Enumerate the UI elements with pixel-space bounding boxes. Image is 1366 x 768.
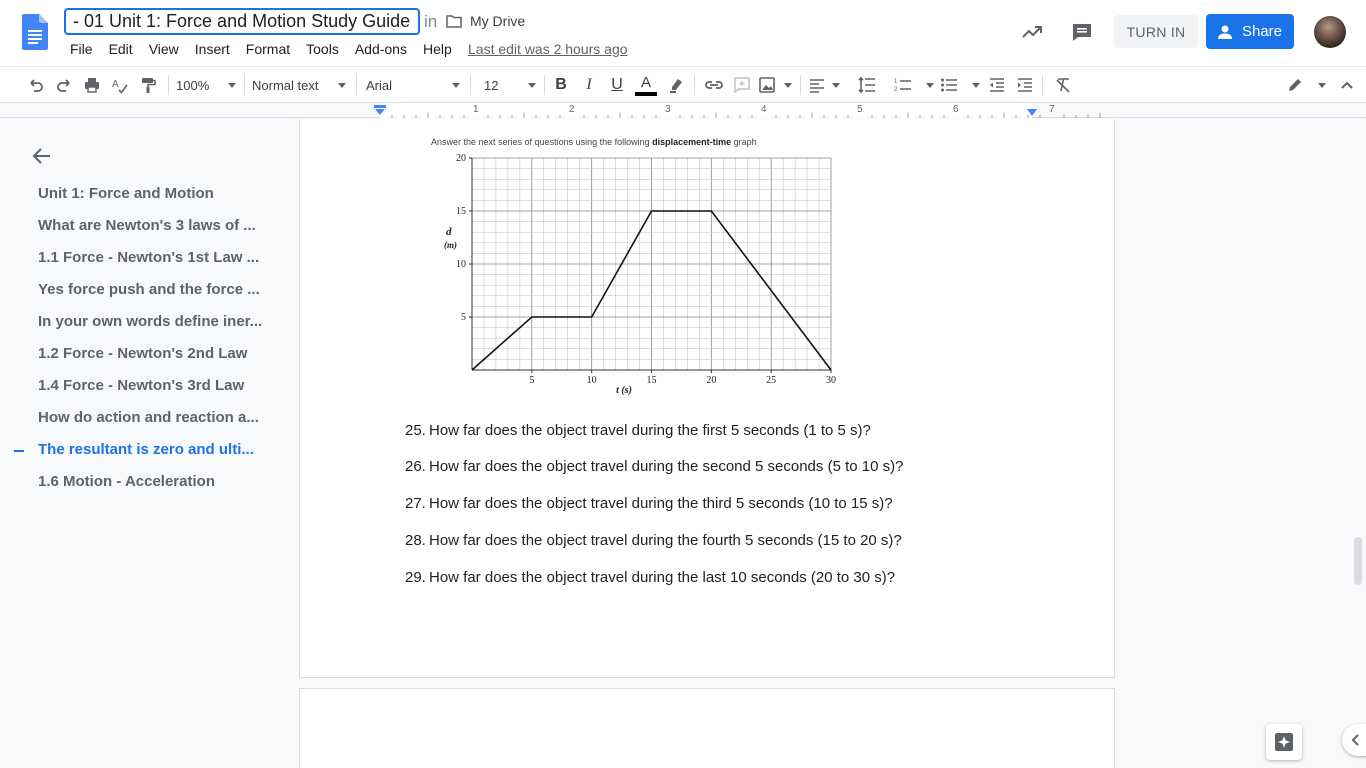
chevron-down-icon [1318, 83, 1326, 88]
toolbar-divider [168, 75, 169, 95]
redo-icon[interactable] [52, 73, 76, 97]
menu-bar [62, 39, 460, 60]
right-indent-marker-icon[interactable] [1026, 108, 1038, 117]
bold-button[interactable]: B [555, 76, 567, 93]
graph-caption-bold: displacement-time [652, 137, 732, 147]
y-axis-label: d [446, 226, 452, 238]
menu-file[interactable]: File [70, 41, 93, 57]
menu-addons[interactable]: Add-ons [354, 41, 407, 57]
paint-format-icon[interactable] [136, 73, 160, 97]
editing-mode-select[interactable] [1286, 73, 1326, 97]
document-title-input[interactable]: - 01 Unit 1: Force and Motion Study Guide [64, 8, 420, 35]
question-item[interactable] [405, 422, 871, 439]
y-tick-label: 15 [456, 206, 466, 217]
menu-view[interactable]: View [148, 41, 179, 57]
chevron-up-icon[interactable] [1336, 73, 1358, 97]
align-left-icon [808, 76, 826, 94]
clear-formatting-icon[interactable] [1052, 73, 1074, 97]
question-text: How far does the object travel during the fourth 5 seconds (15 to 20 s)? [429, 532, 902, 549]
undo-icon[interactable] [24, 73, 48, 97]
underline-button[interactable]: U [611, 76, 623, 93]
highlight-icon[interactable] [664, 73, 688, 97]
decrease-indent-icon[interactable] [986, 73, 1008, 97]
image-icon [758, 76, 776, 94]
numbered-list-icon [894, 76, 912, 94]
menu-format[interactable]: Format [245, 41, 291, 57]
outline-item[interactable]: Yes force push and the force ... [38, 281, 260, 298]
outline-item[interactable]: What are Newton's 3 laws of ... [38, 217, 256, 234]
folder-location[interactable] [446, 13, 525, 29]
ruler-number: 2 [569, 104, 575, 115]
style-value: Normal text [252, 77, 319, 93]
pencil-icon [1286, 76, 1304, 94]
font-size-value: 12 [484, 77, 499, 93]
outline-item[interactable]: 1.1 Force - Newton's 1st Law ... [38, 249, 260, 266]
toolbar-divider [694, 75, 695, 95]
activity-dashboard-icon[interactable] [1018, 18, 1046, 46]
numbered-list-button[interactable] [894, 73, 934, 97]
question-item[interactable] [405, 532, 902, 549]
ruler-number: 4 [761, 104, 767, 115]
menu-help[interactable]: Help [422, 41, 452, 57]
outline-active-indicator [14, 450, 24, 452]
x-axis-label: t (s) [616, 385, 632, 396]
question-item[interactable] [405, 495, 893, 512]
document-outline [0, 119, 298, 768]
last-edit-link[interactable]: Last edit was 2 hours ago [468, 41, 628, 57]
increase-indent-icon[interactable] [1014, 73, 1036, 97]
ruler-ticks [0, 103, 1366, 118]
style-select[interactable] [252, 73, 346, 97]
menu-edit[interactable]: Edit [108, 41, 133, 57]
question-number: 28. [405, 532, 426, 549]
svg-text:2: 2 [894, 87, 898, 93]
menu-tools[interactable]: Tools [306, 41, 339, 57]
chevron-down-icon [228, 83, 236, 88]
outline-item[interactable]: In your own words define iner... [38, 313, 263, 330]
graph-caption-text: Answer the next series of questions using the following [431, 137, 653, 147]
chevron-down-icon [972, 83, 980, 88]
app-header [0, 0, 1366, 66]
outline-item[interactable]: 1.2 Force - Newton's 2nd Law [38, 345, 248, 362]
toolbar-divider [1042, 75, 1043, 95]
font-value: Arial [366, 77, 393, 93]
question-number: 26. [405, 458, 426, 475]
question-text: How far does the object travel during the second 5 seconds (5 to 10 s)? [429, 458, 904, 475]
question-item[interactable] [405, 569, 895, 586]
folder-icon [446, 15, 462, 28]
question-text: How far does the object travel during the last 10 seconds (20 to 30 s)? [429, 569, 896, 586]
line-spacing-icon[interactable] [854, 73, 880, 97]
toolbar-divider [356, 75, 357, 95]
chevron-down-icon [528, 83, 536, 88]
zoom-select[interactable] [176, 73, 236, 97]
document-page-next[interactable] [299, 688, 1115, 768]
ruler-number: 7 [1049, 104, 1055, 115]
toolbar [0, 66, 1366, 103]
add-comment-icon[interactable] [730, 73, 754, 97]
left-indent-marker-icon[interactable] [374, 105, 386, 117]
chevron-left-icon [1350, 733, 1360, 747]
outline-item[interactable]: Unit 1: Force and Motion [38, 185, 214, 202]
graph-caption [431, 137, 757, 147]
x-tick-label: 20 [706, 375, 717, 386]
question-number: 25. [405, 422, 426, 439]
chevron-down-icon [784, 83, 792, 88]
bulleted-list-icon [940, 76, 958, 94]
italic-button[interactable]: I [586, 76, 592, 93]
question-text: How far does the object travel during the third 5 seconds (10 to 15 s)? [429, 495, 893, 512]
link-icon[interactable] [702, 73, 726, 97]
bulleted-list-button[interactable] [940, 73, 980, 97]
chevron-down-icon [832, 83, 840, 88]
question-number: 29. [405, 569, 426, 586]
arrow-back-icon[interactable] [32, 147, 52, 165]
x-tick-label: 15 [646, 375, 657, 386]
text-color-button[interactable] [634, 73, 658, 97]
align-select[interactable] [808, 73, 840, 97]
toolbar-divider [800, 75, 801, 95]
vertical-scrollbar[interactable] [1354, 537, 1362, 585]
displacement-time-graph[interactable] [440, 150, 850, 398]
svg-text:A: A [112, 79, 119, 90]
outline-item-active[interactable]: The resultant is zero and ulti... [38, 441, 254, 458]
x-tick-label: 5 [529, 375, 535, 386]
docs-logo-icon[interactable] [22, 14, 48, 50]
outline-item[interactable]: 1.4 Force - Newton's 3rd Law [38, 377, 245, 394]
y-axis-unit: (m) [444, 240, 457, 250]
explore-button[interactable] [1266, 724, 1302, 760]
insert-image-button[interactable] [758, 73, 792, 97]
share-label: Share [1241, 23, 1283, 40]
avatar[interactable] [1314, 16, 1346, 48]
x-tick-label: 10 [586, 375, 597, 386]
x-tick-label: 25 [766, 375, 777, 386]
question-item[interactable] [405, 458, 903, 475]
outline-item[interactable]: 1.6 Motion - Acceleration [38, 473, 215, 490]
menu-insert[interactable]: Insert [194, 41, 230, 57]
toolbar-divider [470, 75, 471, 95]
font-select[interactable] [366, 73, 460, 97]
text-color-label: A [640, 73, 651, 91]
y-tick-label: 5 [461, 312, 466, 323]
y-tick-label: 10 [456, 259, 466, 270]
question-number: 27. [405, 495, 426, 512]
outline-item[interactable]: How do action and reaction a... [38, 409, 259, 426]
question-text: How far does the object travel during the first 5 seconds (1 to 5 s)? [429, 422, 871, 439]
share-button[interactable] [1206, 14, 1294, 49]
chevron-down-icon [338, 83, 346, 88]
explore-star-icon [1274, 732, 1294, 752]
ruler [0, 103, 1366, 118]
ruler-number: 3 [665, 104, 671, 115]
ruler-number: 5 [857, 104, 863, 115]
print-icon[interactable] [80, 73, 104, 97]
comments-icon[interactable] [1068, 18, 1096, 46]
ruler-number: 6 [953, 104, 959, 115]
ruler-number: 1 [473, 104, 479, 115]
person-add-icon [1218, 25, 1236, 39]
font-size-select[interactable] [480, 73, 536, 97]
toolbar-divider [244, 75, 245, 95]
side-panel-toggle[interactable] [1342, 724, 1366, 756]
turn-in-button[interactable]: TURN IN [1114, 15, 1198, 48]
folder-name: My Drive [470, 13, 526, 29]
y-tick-label: 20 [456, 153, 466, 164]
toolbar-divider [544, 75, 545, 95]
graph-caption-suffix: graph [731, 137, 757, 147]
text-color-swatch [635, 92, 657, 96]
in-label: in [424, 12, 438, 31]
x-tick-label: 30 [826, 375, 836, 386]
chevron-down-icon [926, 83, 934, 88]
spellcheck-icon[interactable] [108, 73, 132, 97]
chevron-down-icon [452, 83, 460, 88]
zoom-value: 100% [176, 77, 210, 93]
svg-text:1: 1 [894, 79, 898, 85]
